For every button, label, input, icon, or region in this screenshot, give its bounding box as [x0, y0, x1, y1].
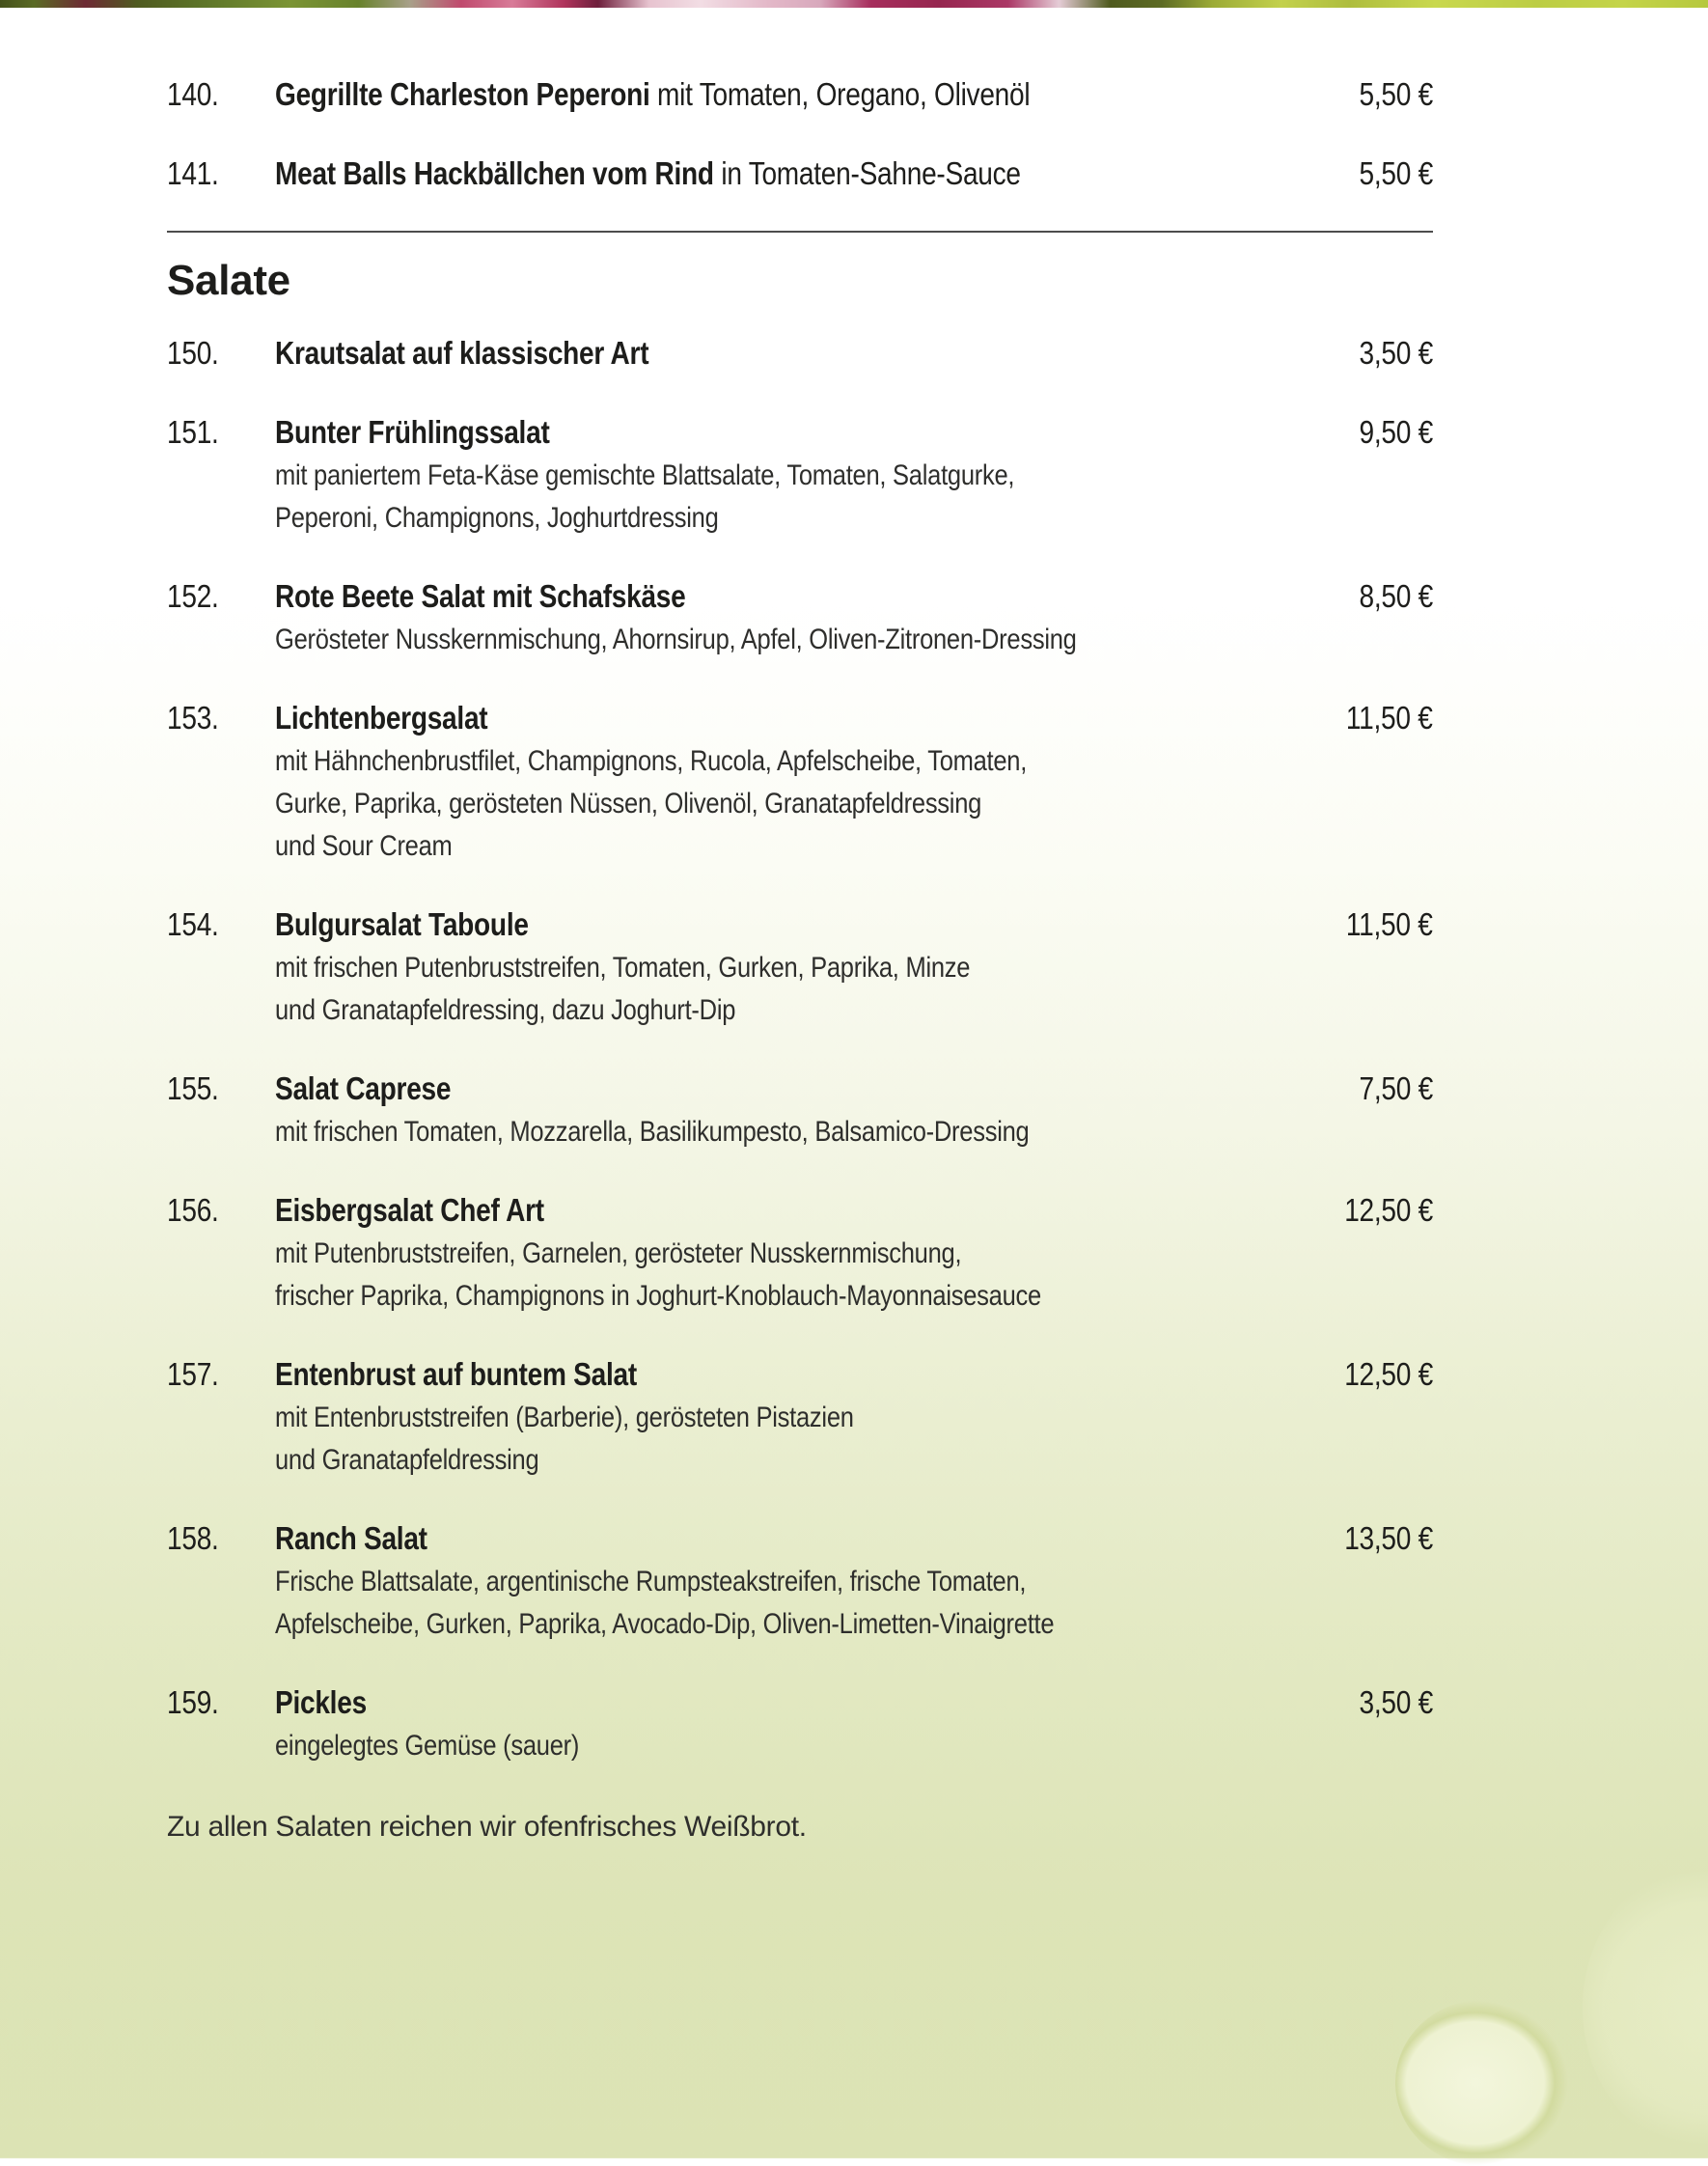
- item-description-line: Frische Blattsalate, argentinische Rumpsteakstreifen, frische Tomaten,: [275, 1566, 1027, 1597]
- item-number: 141.: [167, 155, 219, 191]
- item-number: 150.: [167, 335, 219, 371]
- item-title: Lichtenbergsalat: [275, 700, 488, 736]
- item-price: 8,50 €: [1359, 578, 1433, 614]
- item-title: Meat Balls Hackbällchen vom Rind: [275, 155, 714, 191]
- item-title: Eisbergsalat Chef Art: [275, 1192, 544, 1228]
- item-title: Bulgursalat Taboule: [275, 906, 529, 942]
- item-price: 12,50 €: [1344, 1356, 1433, 1392]
- menu-items-top: [167, 72, 1433, 196]
- background-watermark-circle: [1395, 2000, 1569, 2166]
- item-inline-description: mit Tomaten, Oregano, Olivenöl: [649, 76, 1031, 112]
- item-title-line: [275, 902, 1331, 947]
- item-title: Krautsalat auf klassischer Art: [275, 335, 649, 371]
- item-title-line: [275, 1352, 1329, 1397]
- menu-items-salate: [167, 331, 1433, 1767]
- item-number: 152.: [167, 578, 219, 614]
- item-body: [275, 152, 1346, 196]
- item-title: Ranch Salat: [275, 1520, 427, 1556]
- item-description-line: und Granatapfeldressing: [275, 1444, 539, 1476]
- menu-item: [167, 152, 1433, 196]
- item-title: Gegrillte Charleston Peperoni: [275, 76, 650, 112]
- section-title: Salate: [167, 257, 290, 304]
- item-number: 156.: [167, 1192, 219, 1228]
- item-number: 157.: [167, 1356, 219, 1392]
- item-price: 12,50 €: [1344, 1192, 1433, 1228]
- item-number: 153.: [167, 700, 219, 736]
- item-number: 155.: [167, 1070, 219, 1106]
- item-description-line: eingelegtes Gemüse (sauer): [275, 1730, 580, 1762]
- item-number: 140.: [167, 76, 219, 112]
- item-body: [275, 1188, 1329, 1318]
- item-inline-description: in Tomaten-Sahne-Sauce: [713, 155, 1021, 191]
- item-title-line: [275, 574, 1346, 619]
- decorative-photo-strip: [0, 0, 1708, 8]
- item-description-line: Gerösteter Nusskernmischung, Ahornsirup, Apfel, Oliven-Zitronen-Dressing: [275, 624, 1077, 655]
- item-body: [275, 574, 1346, 661]
- item-price: 3,50 €: [1359, 335, 1433, 371]
- item-description-line: und Sour Cream: [275, 830, 453, 862]
- item-description-line: mit Entenbruststreifen (Barberie), gerösteten Pistazien: [275, 1402, 854, 1433]
- item-description-line: und Granatapfeldressing, dazu Joghurt-Dip: [275, 994, 736, 1026]
- menu-item: [167, 1516, 1433, 1646]
- item-price: 5,50 €: [1359, 155, 1433, 191]
- item-number: 159.: [167, 1684, 219, 1720]
- item-title-line: [275, 152, 1346, 196]
- item-body: [275, 331, 1346, 375]
- menu-item: [167, 1067, 1433, 1153]
- item-price: 11,50 €: [1346, 700, 1433, 736]
- item-description-line: mit frischen Tomaten, Mozzarella, Basilikumpesto, Balsamico-Dressing: [275, 1116, 1030, 1148]
- item-description-line: frischer Paprika, Champignons in Joghurt-Knoblauch-Mayonnaisesauce: [275, 1280, 1041, 1312]
- item-description-line: mit paniertem Feta-Käse gemischte Blattsalate, Tomaten, Salatgurke,: [275, 459, 1015, 491]
- menu-item: [167, 696, 1433, 868]
- item-body: [275, 410, 1346, 540]
- menu-item: [167, 902, 1433, 1032]
- item-price: 13,50 €: [1344, 1520, 1433, 1556]
- menu-item: [167, 331, 1433, 375]
- menu-content: [167, 72, 1433, 1848]
- menu-item: [167, 72, 1433, 117]
- item-body: [275, 1680, 1346, 1767]
- item-title-line: [275, 1680, 1346, 1725]
- menu-item: [167, 1188, 1433, 1318]
- item-title-line: [275, 1188, 1329, 1233]
- item-description-line: mit Putenbruststreifen, Garnelen, gerösteter Nusskernmischung,: [275, 1237, 962, 1269]
- section-divider: [167, 231, 1433, 233]
- item-title-line: [275, 72, 1346, 117]
- item-body: [275, 1067, 1346, 1153]
- menu-item: [167, 410, 1433, 540]
- item-description-line: mit Hähnchenbrustfilet, Champignons, Rucola, Apfelscheibe, Tomaten,: [275, 745, 1028, 777]
- item-title-line: [275, 1067, 1346, 1111]
- item-description-line: Gurke, Paprika, gerösteten Nüssen, Olivenöl, Granatapfeldressing: [275, 788, 982, 819]
- item-body: [275, 1516, 1329, 1646]
- item-body: [275, 72, 1346, 117]
- menu-item: [167, 1352, 1433, 1482]
- item-title: Entenbrust auf buntem Salat: [275, 1356, 637, 1392]
- item-price: 11,50 €: [1346, 906, 1433, 942]
- menu-item: [167, 1680, 1433, 1767]
- item-title: Salat Caprese: [275, 1070, 452, 1106]
- item-number: 158.: [167, 1520, 219, 1556]
- item-title-line: [275, 696, 1331, 740]
- menu-note: Zu allen Salaten reichen wir ofenfrisches Weißbrot.: [167, 1811, 807, 1843]
- item-description-line: Peperoni, Champignons, Joghurtdressing: [275, 502, 719, 534]
- item-number: 154.: [167, 906, 219, 942]
- menu-item: [167, 574, 1433, 661]
- item-body: [275, 696, 1331, 868]
- item-number: 151.: [167, 414, 219, 450]
- background-watermark-curve: [1583, 1863, 1708, 2152]
- item-price: 3,50 €: [1359, 1684, 1433, 1720]
- item-price: 9,50 €: [1359, 414, 1433, 450]
- item-title: Rote Beete Salat mit Schafskäse: [275, 578, 686, 614]
- item-title-line: [275, 331, 1346, 375]
- item-body: [275, 902, 1331, 1032]
- item-price: 7,50 €: [1359, 1070, 1433, 1106]
- item-title: Pickles: [275, 1684, 367, 1720]
- item-title-line: [275, 1516, 1329, 1561]
- item-description-line: mit frischen Putenbruststreifen, Tomaten, Gurken, Paprika, Minze: [275, 952, 971, 984]
- item-title: Bunter Frühlingssalat: [275, 414, 550, 450]
- item-title-line: [275, 410, 1346, 455]
- item-description-line: Apfelscheibe, Gurken, Paprika, Avocado-Dip, Oliven-Limetten-Vinaigrette: [275, 1608, 1055, 1640]
- item-body: [275, 1352, 1329, 1482]
- item-price: 5,50 €: [1359, 76, 1433, 112]
